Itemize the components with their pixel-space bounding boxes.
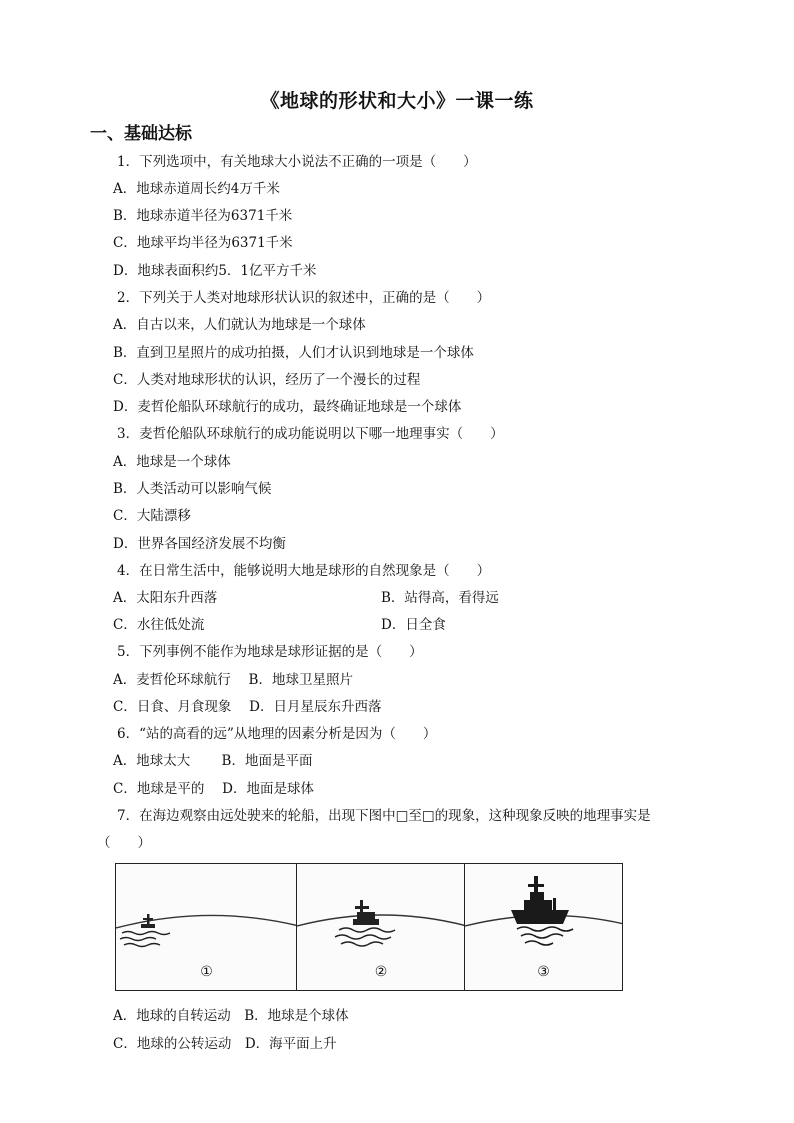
question-6-stem: 6．“站的高看的远”从地理的因素分析是因为（ ） [117,726,437,742]
question-7-stem-continued: （ ） [97,835,151,851]
ship-horizon-figure [115,863,623,993]
figure-panel-1 [115,863,298,991]
ship-full-icon [511,876,569,924]
question-1-option-b: B．地球赤道半径为6371千米 [113,208,293,224]
question-2-option-b: B．直到卫星照片的成功拍摄，人们才认识到地球是一个球体 [113,345,474,361]
question-6-options-cd: C．地球是平的 D．地面是球体 [113,781,314,797]
question-1-option-d: D．地球表面积约5．1亿平方千米 [113,263,317,279]
question-4-option-d: D．日全食 [381,617,446,633]
question-7-options-ab: A．地球的自转运动 B．地球是个球体 [113,1008,349,1024]
question-1-option-c: C．地球平均半径为6371千米 [113,235,293,251]
horizon-curve [297,915,466,926]
page-title: 《地球的形状和大小》一课一练 [260,90,534,112]
figure-label-3: ③ [537,964,550,980]
question-2-option-d: D．麦哲伦船队环球航行的成功，最终确证地球是一个球体 [113,399,462,415]
question-3-option-c: C．大陆漂移 [113,508,191,524]
figure-panel-3 [464,863,623,991]
wave-lines [120,932,170,947]
figure-label-1: ① [200,964,213,980]
question-4-option-c: C．水往低处流 [113,617,205,633]
question-3-stem: 3．麦哲伦船队环球航行的成功能说明以下哪一地理事实（ ） [117,426,504,442]
wave-lines [517,927,573,945]
wave-lines [335,928,395,946]
question-2-option-c: C．人类对地球形状的认识，经历了一个漫长的过程 [113,372,421,388]
figure-panel-2 [296,863,466,991]
question-5-stem: 5．下列事例不能作为地球是球形证据的是（ ） [117,644,423,660]
question-7-options-cd: C．地球的公转运动 D．海平面上升 [113,1036,337,1052]
question-2-stem: 2．下列关于人类对地球形状认识的叙述中，正确的是（ ） [117,290,491,306]
section-heading: 一、基础达标 [90,124,192,144]
question-4-option-a: A．太阳东升西落 [113,590,218,606]
question-4-option-b: B．站得高，看得远 [381,590,499,606]
question-3-option-b: B．人类活动可以影响气候 [113,481,272,497]
question-2-option-a: A．自古以来，人们就认为地球是一个球体 [113,317,366,333]
question-4-stem: 4．在日常生活中，能够说明大地是球形的自然现象是（ ） [117,563,491,579]
question-7-stem: 7．在海边观察由远处驶来的轮船，出现下图中□至□的现象，这种现象反映的地理事实是 [117,808,651,824]
question-1-option-a: A．地球赤道周长约4万千米 [113,181,280,197]
question-3-option-a: A．地球是一个球体 [113,454,231,470]
ship-mast-icon [141,914,155,928]
question-5-options-ab: A．麦哲伦环球航行 B．地球卫星照片 [113,672,353,688]
figure-label-2: ② [374,964,388,980]
question-3-option-d: D．世界各国经济发展不均衡 [113,536,286,552]
question-6-options-ab: A．地球太大 B．地面是平面 [113,753,313,769]
question-5-options-cd: C．日食、月食现象 D．日月星辰东升西落 [113,699,382,715]
ship-upper-icon [353,900,379,925]
question-1-stem: 1．下列选项中，有关地球大小说法不正确的一项是（ ） [117,154,477,170]
